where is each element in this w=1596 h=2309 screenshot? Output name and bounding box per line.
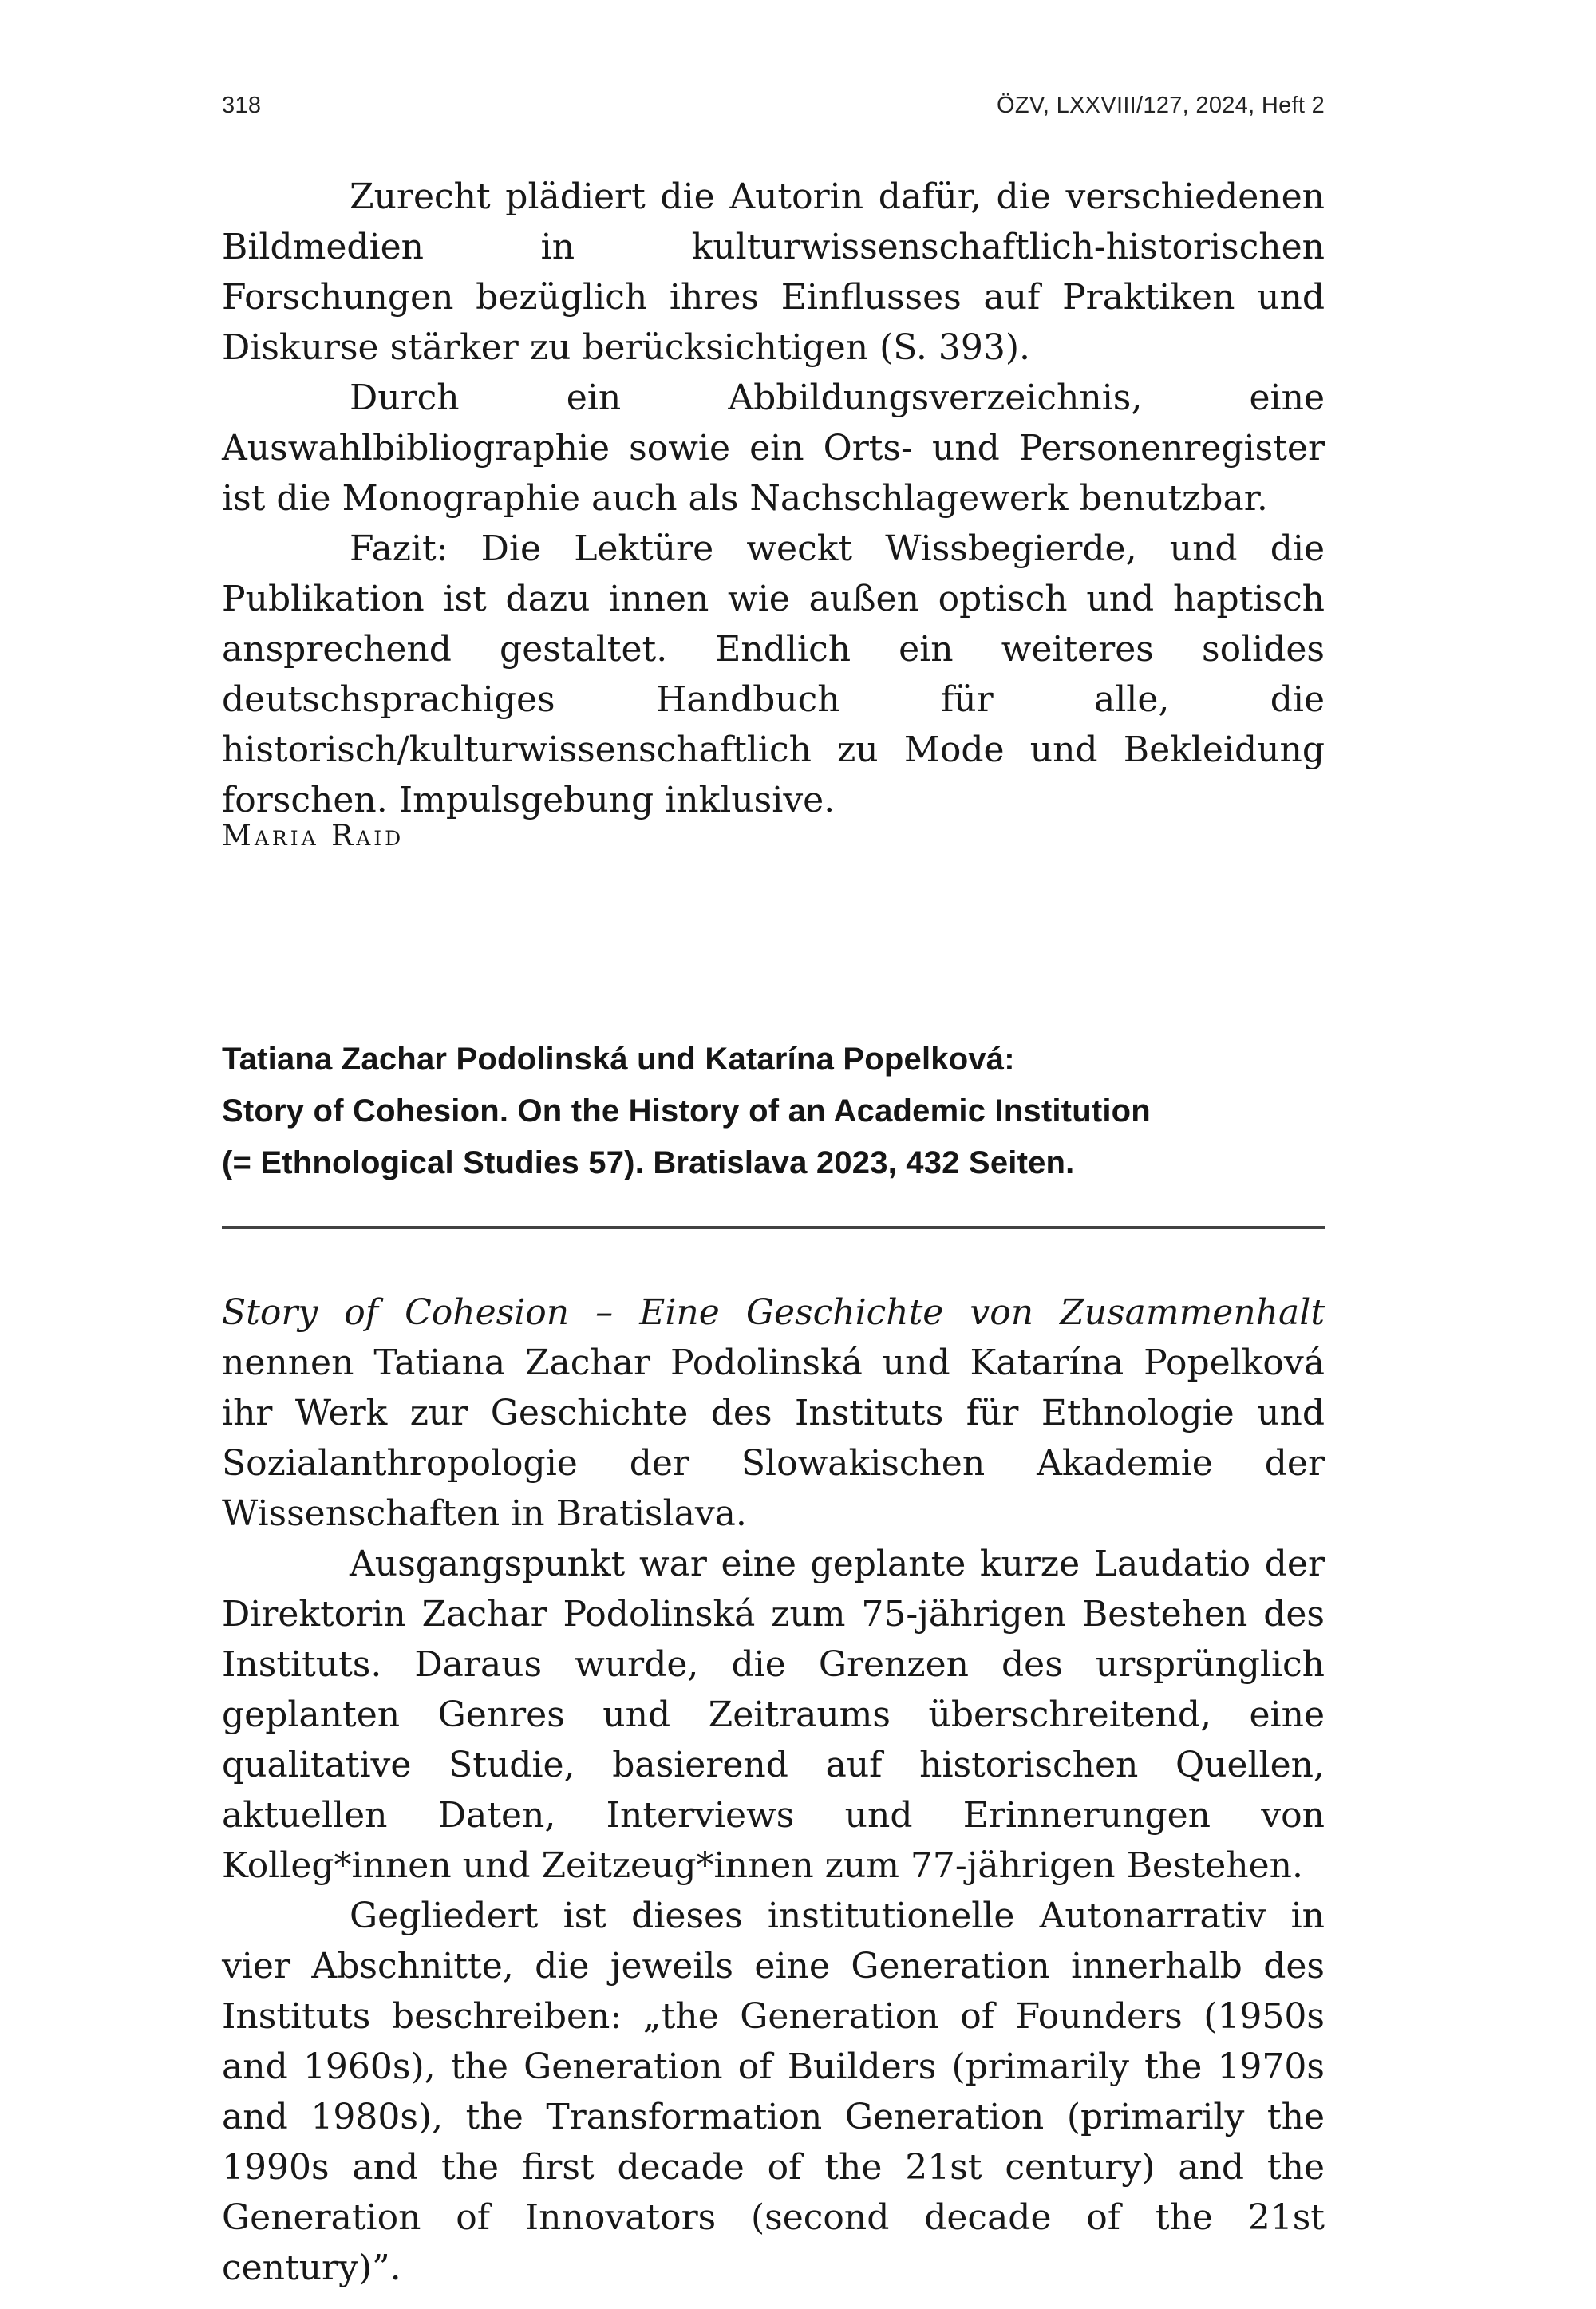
previous-review-conclusion [222,172,1325,825]
page-header [222,89,1325,121]
journal-reference: ÖZV, LXXVIII/127, 2024, Heft 2 [997,93,1325,118]
next-review-heading [222,1034,1325,1189]
page-number: 318 [222,93,262,118]
paragraph-text: nennen Tatiana Zachar Podolinská und Katarína Popelková ihr Werk zur Geschichte des Instituts für Ethnologie und Sozialanthropologie der Slowakischen Akademie der Wissenschaften in Bratislava. [222,1342,1325,1534]
reviewer-name: Maria Raid [222,820,405,852]
review-paragraph: Ausgangspunkt war eine geplante kurze Laudatio der Direktorin Zachar Podolinská zum 75-jährigen Bestehen des Instituts. Daraus wurde, die Grenzen des ursprünglich geplanten Genres und Zeitraums überschreitend, eine qualitative Studie, basierend auf historischen Quellen, aktuellen Daten, Interviews und Erinnerungen von Kolleg*innen und Zeitzeug*innen zum 77-jährigen Bestehen. [222,1544,1325,1886]
book-title-italic: Story of Cohesion – Eine Geschichte von Zusammenhalt [222,1292,1325,1333]
heading-authors-line: Tatiana Zachar Podolinská und Katarína Popelková: [222,1042,1015,1077]
review-paragraph-lead [222,1287,1325,1539]
review-paragraph: Zurecht plädiert die Autorin dafür, die verschiedenen Bildmedien in kulturwissenschaftlich-historischen Forschungen bezüglich ihres Einflusses auf Praktiken und Diskurse stärker zu berücksichtigen (S. 393). [222,176,1325,368]
heading-title-line: Story of Cohesion. On the History of an Academic Institution [222,1093,1151,1129]
section-divider-rule [222,1226,1325,1229]
heading-publication-line: (= Ethnological Studies 57). Bratislava 2023, 432 Seiten. [222,1145,1075,1180]
review-paragraph: Fazit: Die Lektüre weckt Wissbegierde, und die Publikation ist dazu innen wie außen optisch und haptisch ansprechend gestaltet. Endlich ein weiteres solides deutschsprachiges Handbuch für alle, die historisch/kulturwissenschaftlich zu Mode und Bekleidung forschen. Impulsgebung inklusive. [222,528,1325,820]
review-paragraph: Gegliedert ist dieses institutionelle Autonarrativ in vier Abschnitte, die jeweils eine Generation innerhalb des Instituts beschreiben: „the Generation of Founders (1950s and 1960s), the Generation of Builders (primarily the 1970s and 1980s), the Transformation Generation (primarily the 1990s and the first decade of the 21st century) and the Generation of Innovators (second decade of the 21st century)”. [222,1896,1325,2288]
next-review-body [222,1287,1325,2293]
review-paragraph: Durch ein Abbildungsverzeichnis, eine Auswahlbibliographie sowie ein Orts- und Personenregister ist die Monographie auch als Nachschlagewerk benutzbar. [222,378,1325,519]
